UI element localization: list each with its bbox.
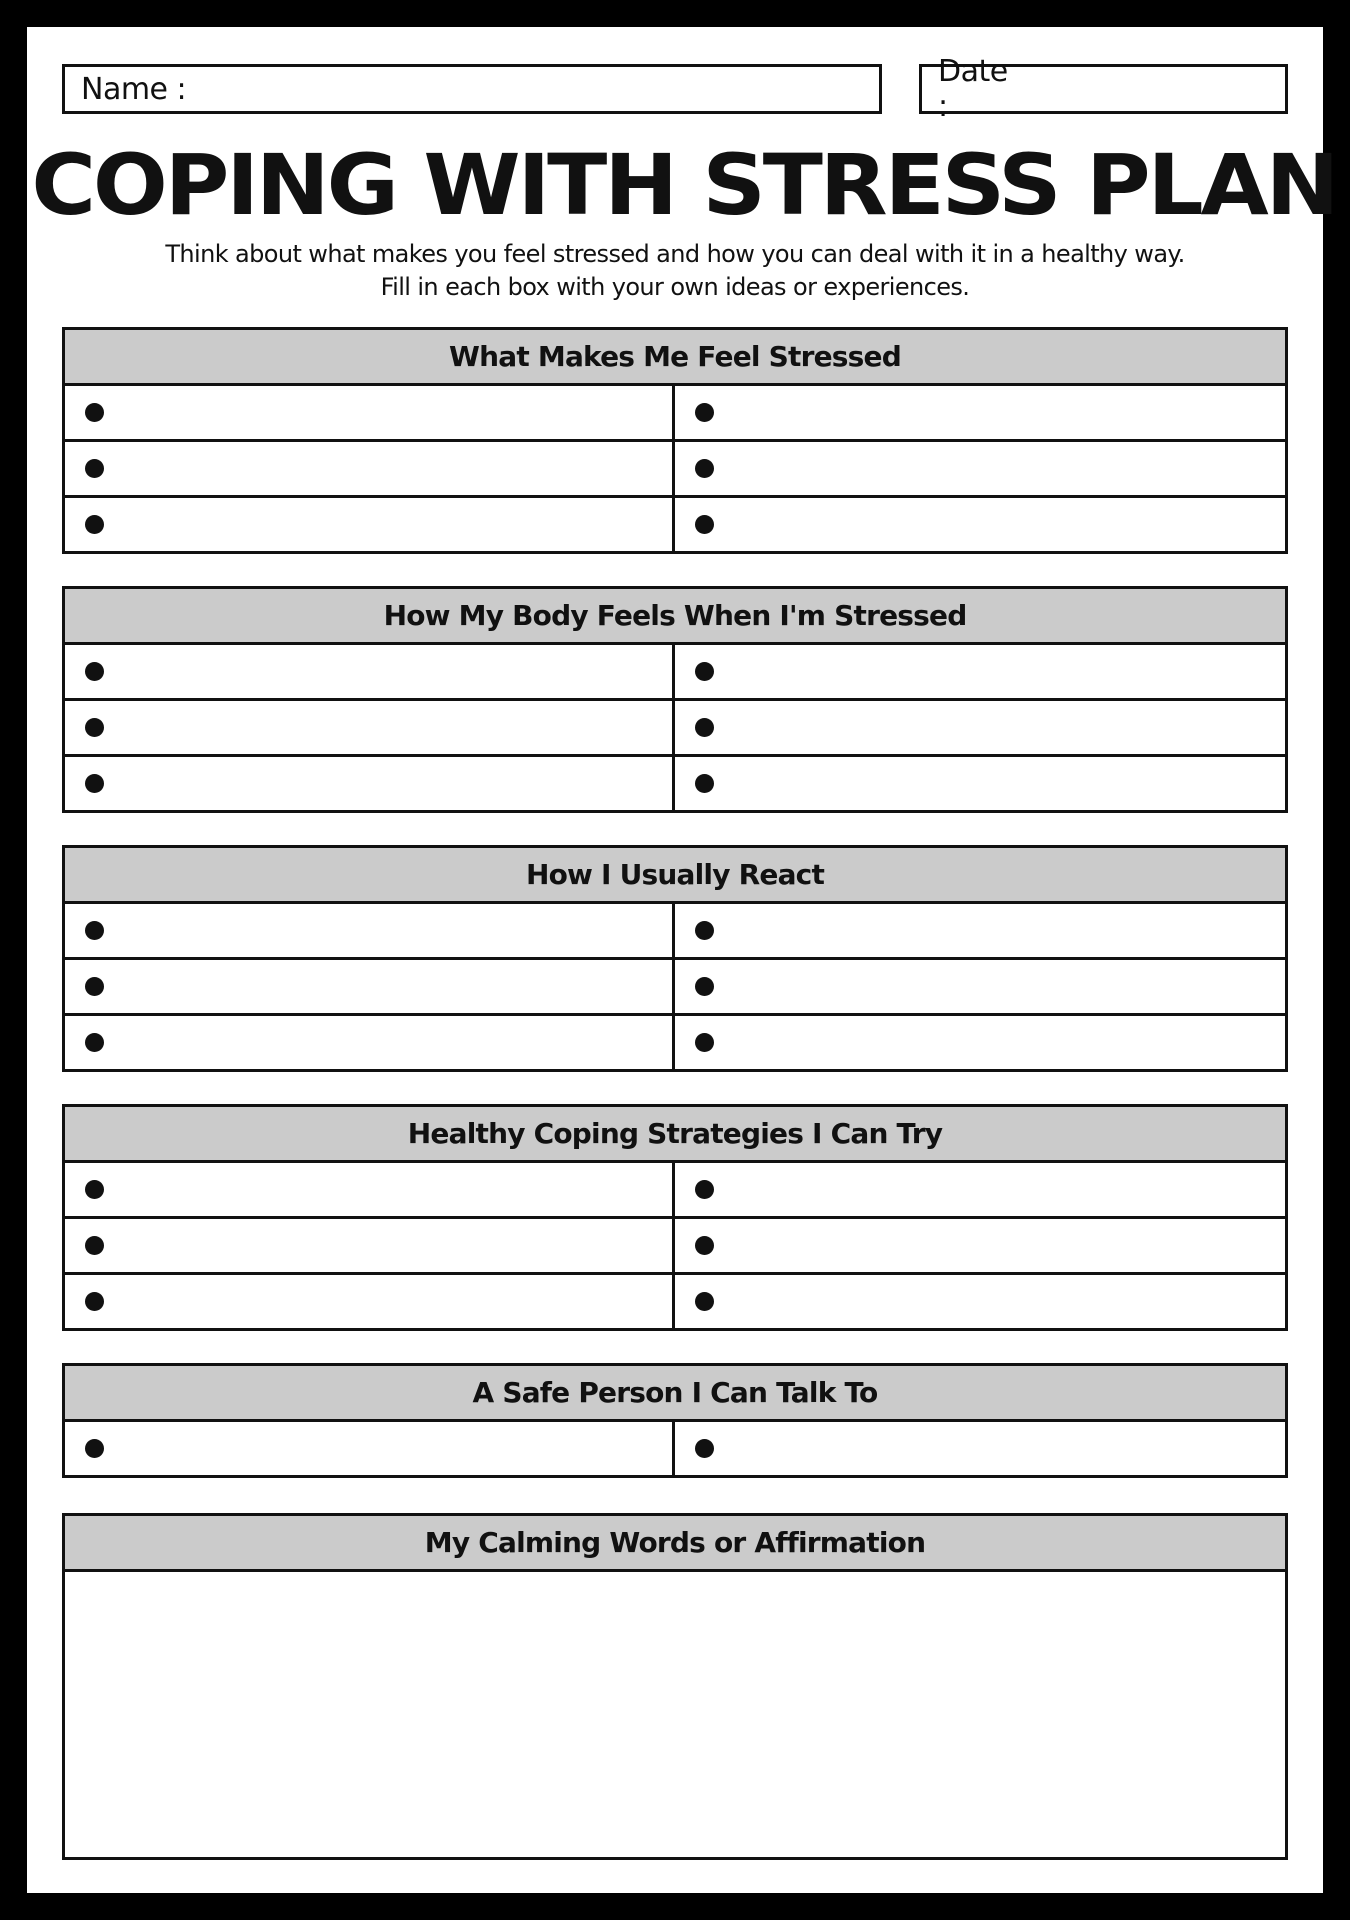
entry-input[interactable] (116, 1015, 672, 1070)
bullet-icon (695, 921, 714, 940)
entry-cell[interactable] (675, 498, 1285, 551)
entry-input[interactable] (116, 644, 672, 699)
entry-input[interactable] (726, 441, 1285, 496)
entry-input[interactable] (116, 1218, 672, 1273)
bullet-icon (85, 774, 104, 793)
bullet-icon (85, 718, 104, 737)
bullet-icon (695, 459, 714, 478)
entry-cell[interactable] (65, 1219, 675, 1272)
section-title: A Safe Person I Can Talk To (65, 1366, 1285, 1422)
list-row (65, 1163, 1285, 1219)
name-field[interactable] (62, 64, 882, 114)
page-title: COPING WITH STRESS PLAN (31, 136, 1337, 234)
bullet-icon (695, 774, 714, 793)
name-date-fields (62, 54, 1288, 124)
entry-cell[interactable] (675, 1163, 1285, 1216)
entry-cell[interactable] (65, 1422, 675, 1475)
entry-cell[interactable] (675, 904, 1285, 957)
entry-input[interactable] (726, 644, 1285, 699)
entry-cell[interactable] (675, 386, 1285, 439)
section-title: What Makes Me Feel Stressed (65, 330, 1285, 386)
entry-cell[interactable] (675, 645, 1285, 698)
entry-input[interactable] (116, 1421, 672, 1476)
entry-cell[interactable] (675, 757, 1285, 810)
entry-cell[interactable] (65, 1163, 675, 1216)
entry-cell[interactable] (675, 1219, 1285, 1272)
list-row (65, 645, 1285, 701)
entry-cell[interactable] (65, 701, 675, 754)
section-reactions (62, 845, 1288, 1072)
list-row (65, 1275, 1285, 1328)
name-label: Name : (81, 71, 187, 107)
entry-cell[interactable] (65, 1275, 675, 1328)
entry-input[interactable] (116, 756, 672, 811)
instructions (62, 238, 1288, 304)
section-title: Healthy Coping Strategies I Can Try (65, 1107, 1285, 1163)
entry-cell[interactable] (675, 701, 1285, 754)
entry-input[interactable] (116, 700, 672, 755)
bullet-icon (85, 1033, 104, 1052)
affirmation-textarea[interactable] (65, 1572, 1285, 1857)
list-row (65, 960, 1285, 1016)
bullet-icon (85, 403, 104, 422)
entry-input[interactable] (726, 959, 1285, 1014)
date-field[interactable] (919, 54, 1288, 124)
date-input[interactable] (1008, 66, 1342, 112)
entry-input[interactable] (116, 441, 672, 496)
list-row (65, 1219, 1285, 1275)
entry-input[interactable] (726, 1421, 1285, 1476)
entry-cell[interactable] (65, 498, 675, 551)
entry-input[interactable] (726, 1218, 1285, 1273)
list-row (65, 1016, 1285, 1069)
instructions-line-1: Think about what makes you feel stressed and how you can deal with it in a healthy way. (165, 240, 1185, 268)
section-body-feelings (62, 586, 1288, 813)
entry-input[interactable] (116, 959, 672, 1014)
entry-input[interactable] (726, 1162, 1285, 1217)
entry-input[interactable] (116, 385, 672, 440)
bullet-icon (695, 718, 714, 737)
entry-input[interactable] (116, 1274, 672, 1329)
entry-input[interactable] (726, 1015, 1285, 1070)
date-label: Date : (938, 54, 1008, 124)
entry-cell[interactable] (675, 1275, 1285, 1328)
section-coping-strategies (62, 1104, 1288, 1331)
section-safe-person (62, 1363, 1288, 1478)
entry-cell[interactable] (65, 1016, 675, 1069)
entry-cell[interactable] (65, 386, 675, 439)
section-stress-triggers (62, 327, 1288, 554)
bullet-icon (695, 1236, 714, 1255)
entry-input[interactable] (726, 903, 1285, 958)
section-title: My Calming Words or Affirmation (65, 1516, 1285, 1572)
bullet-icon (695, 1439, 714, 1458)
entry-cell[interactable] (65, 442, 675, 495)
bullet-icon (695, 403, 714, 422)
section-title: How I Usually React (65, 848, 1285, 904)
list-row (65, 386, 1285, 442)
entry-cell[interactable] (65, 645, 675, 698)
bullet-icon (85, 1236, 104, 1255)
list-row (65, 701, 1285, 757)
bullet-icon (85, 977, 104, 996)
entry-input[interactable] (726, 700, 1285, 755)
bullet-icon (85, 662, 104, 681)
bullet-icon (85, 1180, 104, 1199)
bullet-icon (85, 921, 104, 940)
entry-input[interactable] (726, 1274, 1285, 1329)
entry-cell[interactable] (65, 757, 675, 810)
list-row (65, 442, 1285, 498)
list-row (65, 757, 1285, 810)
bullet-icon (85, 1439, 104, 1458)
entry-input[interactable] (726, 385, 1285, 440)
bullet-icon (85, 1292, 104, 1311)
list-row (65, 498, 1285, 551)
section-title: How My Body Feels When I'm Stressed (65, 589, 1285, 645)
bullet-icon (695, 1292, 714, 1311)
bullet-icon (695, 515, 714, 534)
entry-input[interactable] (726, 497, 1285, 552)
bullet-icon (85, 459, 104, 478)
entry-cell[interactable] (675, 442, 1285, 495)
bullet-icon (695, 662, 714, 681)
instructions-line-2: Fill in each box with your own ideas or experiences. (380, 273, 970, 301)
section-affirmation (62, 1513, 1288, 1860)
name-input[interactable] (186, 66, 879, 112)
entry-cell[interactable] (675, 960, 1285, 1013)
entry-input[interactable] (116, 903, 672, 958)
entry-input[interactable] (116, 497, 672, 552)
bullet-icon (695, 977, 714, 996)
entry-input[interactable] (726, 756, 1285, 811)
bullet-icon (85, 515, 104, 534)
list-row (65, 1422, 1285, 1475)
bullet-icon (695, 1180, 714, 1199)
bullet-icon (695, 1033, 714, 1052)
entry-input[interactable] (116, 1162, 672, 1217)
entry-cell[interactable] (675, 1016, 1285, 1069)
entry-cell[interactable] (65, 960, 675, 1013)
list-row (65, 904, 1285, 960)
entry-cell[interactable] (675, 1422, 1285, 1475)
entry-cell[interactable] (65, 904, 675, 957)
worksheet-page (27, 27, 1337, 1893)
